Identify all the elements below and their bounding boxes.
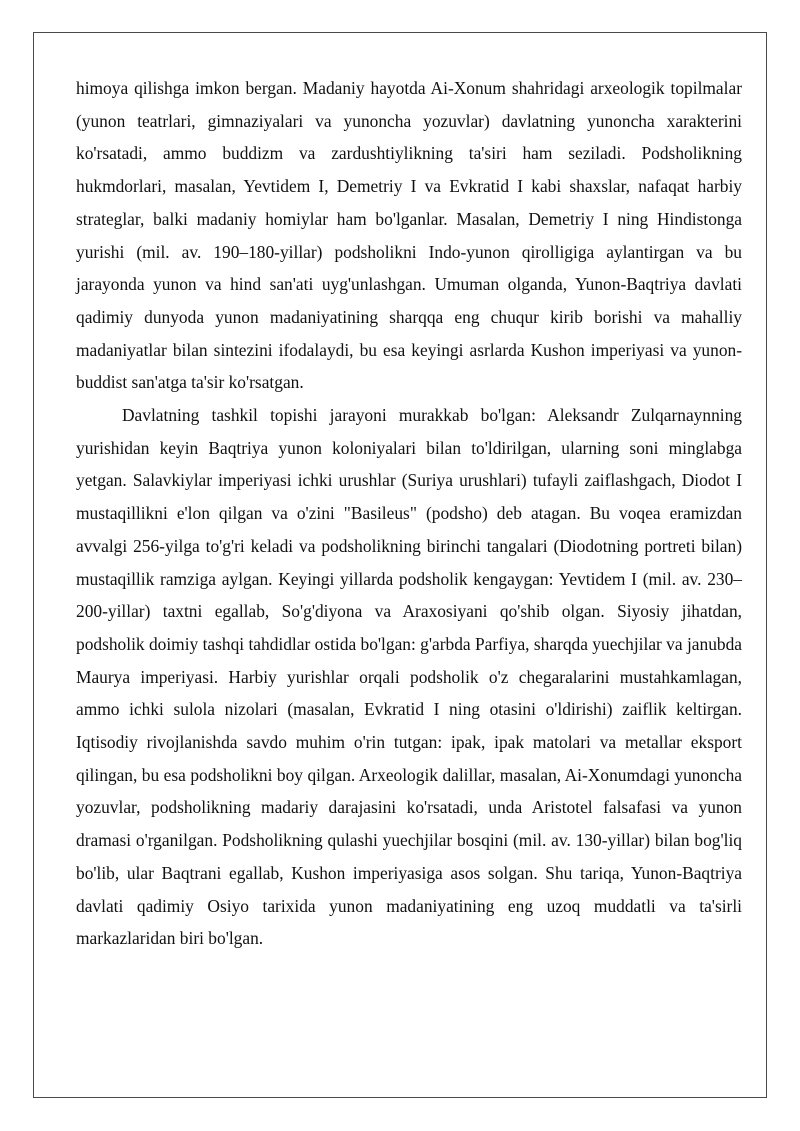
paragraph-continuation: himoya qilishga imkon bergan. Madaniy hayotda Ai-Xonum shahridagi arxeologik topilmalar (yunon teatrlari, gimnaziyalari va yunoncha yozuvlar) davlatning yunoncha xarakterini ko'rsatadi, ammo buddizm va zardushtiylikning ta'siri ham seziladi. Podsholikning hukmdorlari, masalan, Yevtidem I, Demetriy I va Evkratid I kabi shaxslar, nafaqat harbiy strateglar, balki madaniy homiylar ham bo'lganlar. Masalan, Demetriy I ning Hindistonga yurishi (mil. av. 190–180-yillar) podsholikni Indo-yunon qirolligiga aylantirgan va bu jarayonda yunon va hind san'ati uyg'unlashgan. Umuman olganda, Yunon-Baqtriya davlati qadimiy dunyoda yunon madaniyatining sharqqa eng chuqur kirib borishi va mahalliy madaniyatlar bilan sintezini ifodalaydi, bu esa keyingi asrlarda Kushon imperiyasi va yunon-buddist san'atga ta'sir ko'rsatgan. [76,78,742,393]
paragraph-state-formation: Davlatning tashkil topishi jarayoni murakkab bo'lgan: Aleksandr Zulqarnaynning yurishidan keyin Baqtriya yunon koloniyalari bilan to'ldirilgan, ularning soni minglabga yetgan. Salavkiylar imperiyasi ichki urushlar (Suriya urushlari) tufayli zaiflashgach, Diodot I mustaqillikni e'lon qilgan va o'zini "Basileus" (podsho) deb atagan. Bu voqea eramizdan avvalgi 256-yilga to'g'ri keladi va podsholikning birinchi tangalari (Diodotning portreti bilan) mustaqillik ramziga aylgan. Keyingi yillarda podsholik kengaygan: Yevtidem I (mil. av. 230–200-yillar) taxtni egallab, So'g'diyona va Araxosiyani qo'shib olgan. Siyosiy jihatdan, podsholik doimiy tashqi tahdidlar ostida bo'lgan: g'arbda Parfiya, sharqda yuechjilar va janubda Maurya imperiyasi. Harbiy yurishlar orqali podsholik o'z chegaralarini mustahkamlagan, ammo ichki sulola nizolari (masalan, Evkratid I ning otasini o'ldirishi) zaiflik keltirgan. Iqtisodiy rivojlanishda savdo muhim o'rin tutgan: ipak, ipak matolari va metallar eksport qilingan, bu esa podsholikni boy qilgan. Arxeologik dalillar, masalan, Ai-Xonumdagi yunoncha yozuvlar, podsholikning madariy darajasini ko'rsatadi, unda Aristotel falsafasi va yunon dramasi o'rganilgan. Podsholikning qulashi yuechjilar bosqini (mil. av. 130-yillar) bilan bog'liq bo'lib, ular Baqtrani egallab, Kushon imperiyasiga asos solgan. Shu tariqa, Yunon-Baqtriya davlati qadimiy Osiyo tarixida yunon madaniyatining eng uzoq muddatli va ta'sirli markazlaridan biri bo'lgan. [76,405,742,949]
document-body [76,72,742,955]
